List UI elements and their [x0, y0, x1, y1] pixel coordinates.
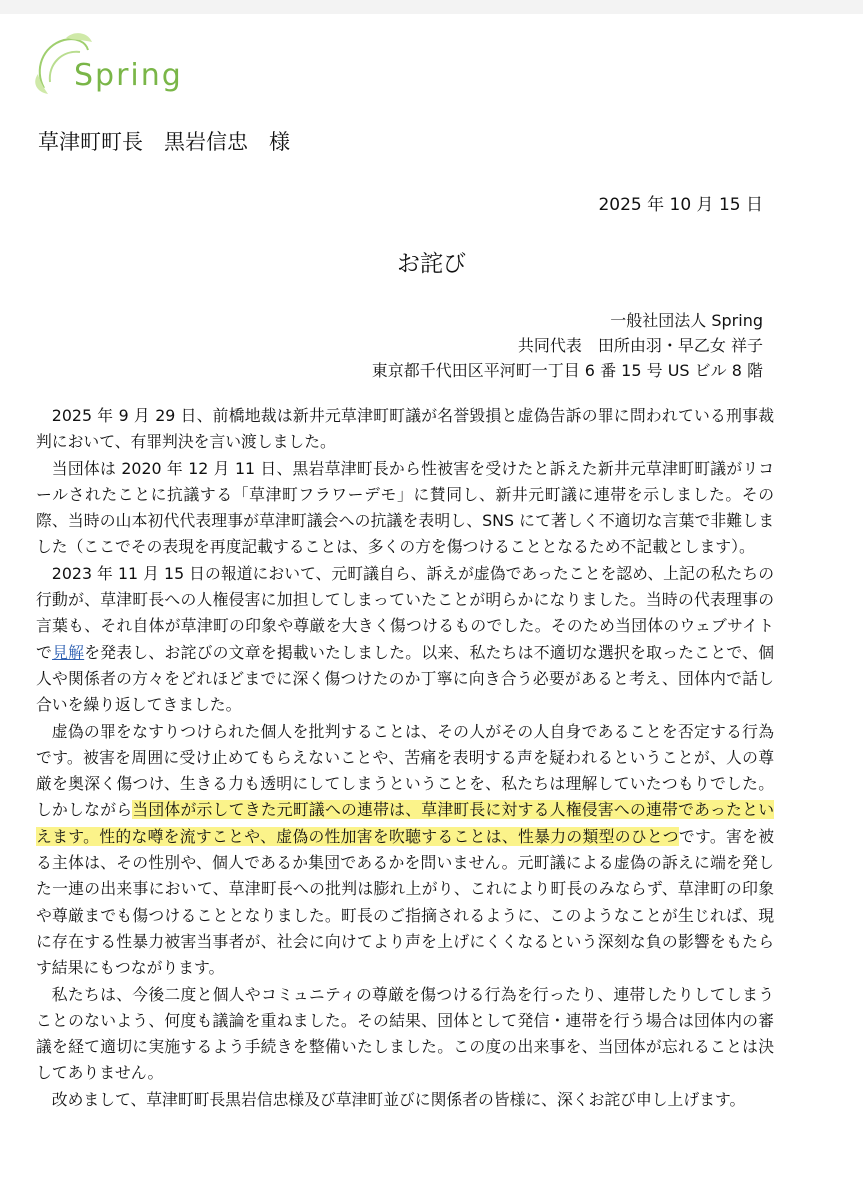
paragraph-3-text-b: を発表し、お詫びの文章を掲載いたしました。以来、私たちは不適切な選択を取ったことで、個人や関係者の方々をどれほどまでに深く傷つけたのか丁寧に向き合う必要があると考え、団体内で話し合いを繰り返してきました。: [36, 642, 774, 715]
sender-org: 一般社団法人 Spring: [610, 311, 763, 330]
sender-reps: 共同代表 田所由羽・早乙女 祥子: [517, 336, 763, 355]
sender-address: 東京都千代田区平河町一丁目 6 番 15 号 US ビル 8 階: [371, 361, 763, 380]
letter-title: お詫び: [397, 251, 466, 277]
top-bar: [0, 0, 863, 14]
paragraph-6: 改めまして、草津町町長黒岩信忠様及び草津町並びに関係者の皆様に、深くお詫び申し上げます。: [51, 1089, 746, 1109]
spring-logo: [30, 30, 183, 100]
paragraph-5: 私たちは、今後二度と個人やコミュニティの尊厳を傷つける行為を行ったり、連帯したりしてしまうことのないよう、何度も議論を重ねました。その結果、団体として発信・連帯を行う場合は団体内の審議を経て適切に実施するよう手続きを整備いたしました。この度の出来事を、当団体が忘れることは決してありません。: [36, 984, 774, 1083]
letter-date: 2025 年 10 月 15 日: [598, 195, 763, 215]
paragraph-4-text-a: 虚偽の罪をなすりつけられた個人を批判することは、その人がその人自身であることを否定する行為です。被害を周囲に受け止めてもらえないことや、苦痛を表明する声を疑われるということが、人の尊厳を奥深く傷つけ、生きる力も透明にしてしまうということを、私たちは理解していたつもりでした。しかしながら: [36, 721, 774, 820]
paragraph-1: 2025 年 9 月 29 日、前橋地裁は新井元草津町町議が名誉毀損と虚偽告訴の罪に問われている刑事裁判において、有罪判決を言い渡しました。: [36, 406, 774, 452]
paragraph-3: [36, 561, 774, 719]
paragraph-4-text-b: です。害を被る主体は、その性別や、個人であるか集団であるかを問いません。元町議による虚偽の訴えに端を発した一連の出来事において、草津町長への批判は膨れ上がり、これにより町長のみならず、草津町の印象や尊厳までも傷つけることとなりました。町長のご指摘されるように、このようなことが生じれば、現に存在する性暴力被害当事者が、社会に向けてより声を上げにくくなるという深刻な負の影響をもたらす結果にもつながります。: [36, 826, 774, 978]
sender-block: [372, 308, 763, 383]
letter-body: [36, 403, 774, 1113]
logo-text: Spring: [74, 58, 183, 93]
addressee: 草津町町長 黒岩信忠 様: [38, 130, 290, 154]
paragraph-3-text-a: 2023 年 11 月 15 日の報道において、元町議自ら、訴えが虚偽であったことを認め、上記の私たちの行動が、草津町長への人権侵害に加担してしまっていたことが明らかになりました。当時の代表理事の言葉も、それ自体が草津町の印象や尊厳を大きく傷つけるものでした。そのため当団体のウェブサイトで: [36, 563, 774, 662]
highlighted-text: 当団体が示してきた元町議への連帯は、草津町長に対する人権侵害への連帯であったといえます。性的な噂を流すことや、虚偽の性加害を吹聴することは、性暴力の類型のひとつ: [36, 800, 774, 846]
statement-link[interactable]: 見解: [52, 642, 85, 662]
paragraph-4: [36, 719, 774, 982]
paragraph-2: 当団体は 2020 年 12 月 11 日、黒岩草津町長から性被害を受けたと訴えた新井元草津町町議がリコールされたことに抗議する「草津町フラワーデモ」に賛同し、新井元町議に連帯を示しました。その際、当時の山本初代代表理事が草津町議会への抗議を表明し、SNS にて著しく不適切な言葉で非難しました（ここでその表現を再度記載することは、多くの方を傷つけることとなるため不記載とします）。: [36, 458, 774, 557]
